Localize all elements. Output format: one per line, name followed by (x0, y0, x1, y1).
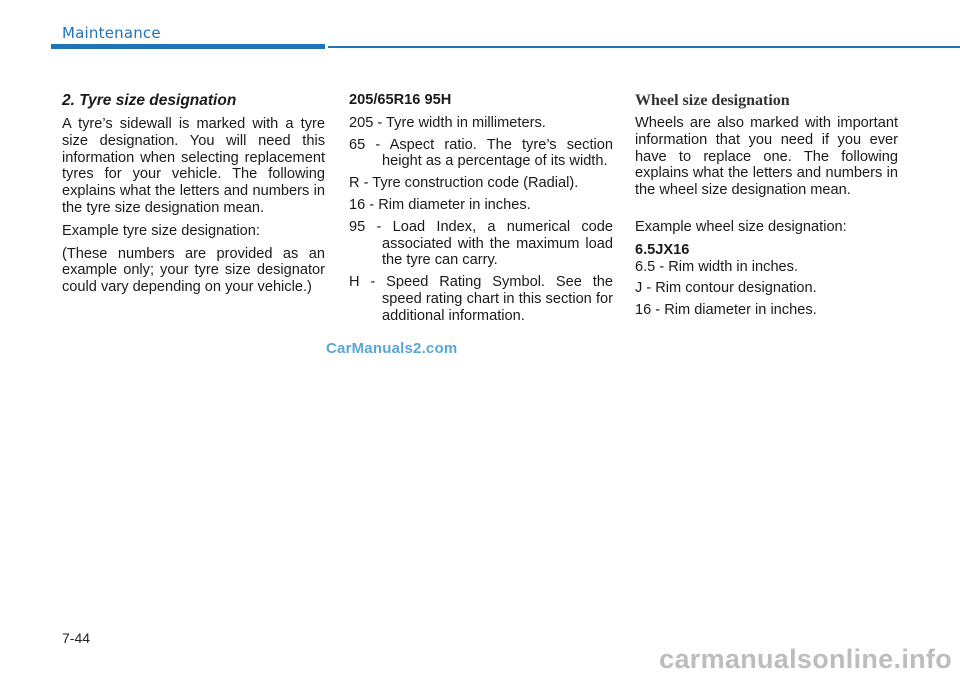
section-header: Maintenance (62, 24, 161, 42)
footer-watermark: carmanualsonline.info (659, 644, 952, 674)
tyre-size-heading: 2. Tyre size designation (62, 92, 237, 109)
wheel-def-item: 16 - Rim diameter in inches. (635, 302, 817, 319)
wheel-def-item: 6.5 - Rim width in inches. (635, 258, 799, 275)
column-tyre-example (349, 92, 613, 325)
tyre-def-item: H - Speed Rating Symbol. See the speed rating chart in this section for additional information. (349, 274, 613, 324)
page-number: 7-44 (62, 630, 91, 646)
header-rule-thick (51, 44, 325, 49)
watermark-link[interactable]: CarManuals2.com (326, 340, 458, 357)
column-wheel-size (635, 92, 898, 319)
wheel-size-intro: Wheels are also marked with important information that you need if you ever have to replace one. The following explains what the letters and numbers in the wheel size designation mean. (635, 115, 898, 199)
header-rule-thin (328, 46, 960, 48)
wheel-example-label: Example wheel size designation: (635, 218, 847, 235)
wheel-example-code: 6.5JX16 (635, 241, 690, 258)
tyre-def-item: R - Tyre construction code (Radial). (349, 175, 579, 192)
tyre-def-item: 95 - Load Index, a numerical code associated with the maximum load the tyre can carry. (349, 218, 613, 269)
tyre-size-intro: A tyre’s sidewall is marked with a tyre size designation. You will need this information when selecting replacement tyres for your vehicle. The following explains what the letters and numbers in the tyre size designation mean. (62, 116, 325, 216)
tyre-example-note: (These numbers are provided as an example only; your tyre size designator could vary depending on your vehicle.) (62, 245, 325, 296)
tyre-def-item: 65 - Aspect ratio. The tyre’s section height as a percentage of its width. (349, 136, 613, 170)
tyre-def-item: 205 - Tyre width in millimeters. (349, 114, 546, 131)
tyre-def-item: 16 - Rim diameter in inches. (349, 196, 531, 213)
column-tyre-size (62, 92, 325, 296)
tyre-example-label: Example tyre size designation: (62, 222, 260, 239)
wheel-def-item: J - Rim contour designation. (635, 280, 817, 297)
wheel-size-heading: Wheel size designation (635, 92, 790, 109)
tyre-example-code: 205/65R16 95H (349, 92, 452, 108)
